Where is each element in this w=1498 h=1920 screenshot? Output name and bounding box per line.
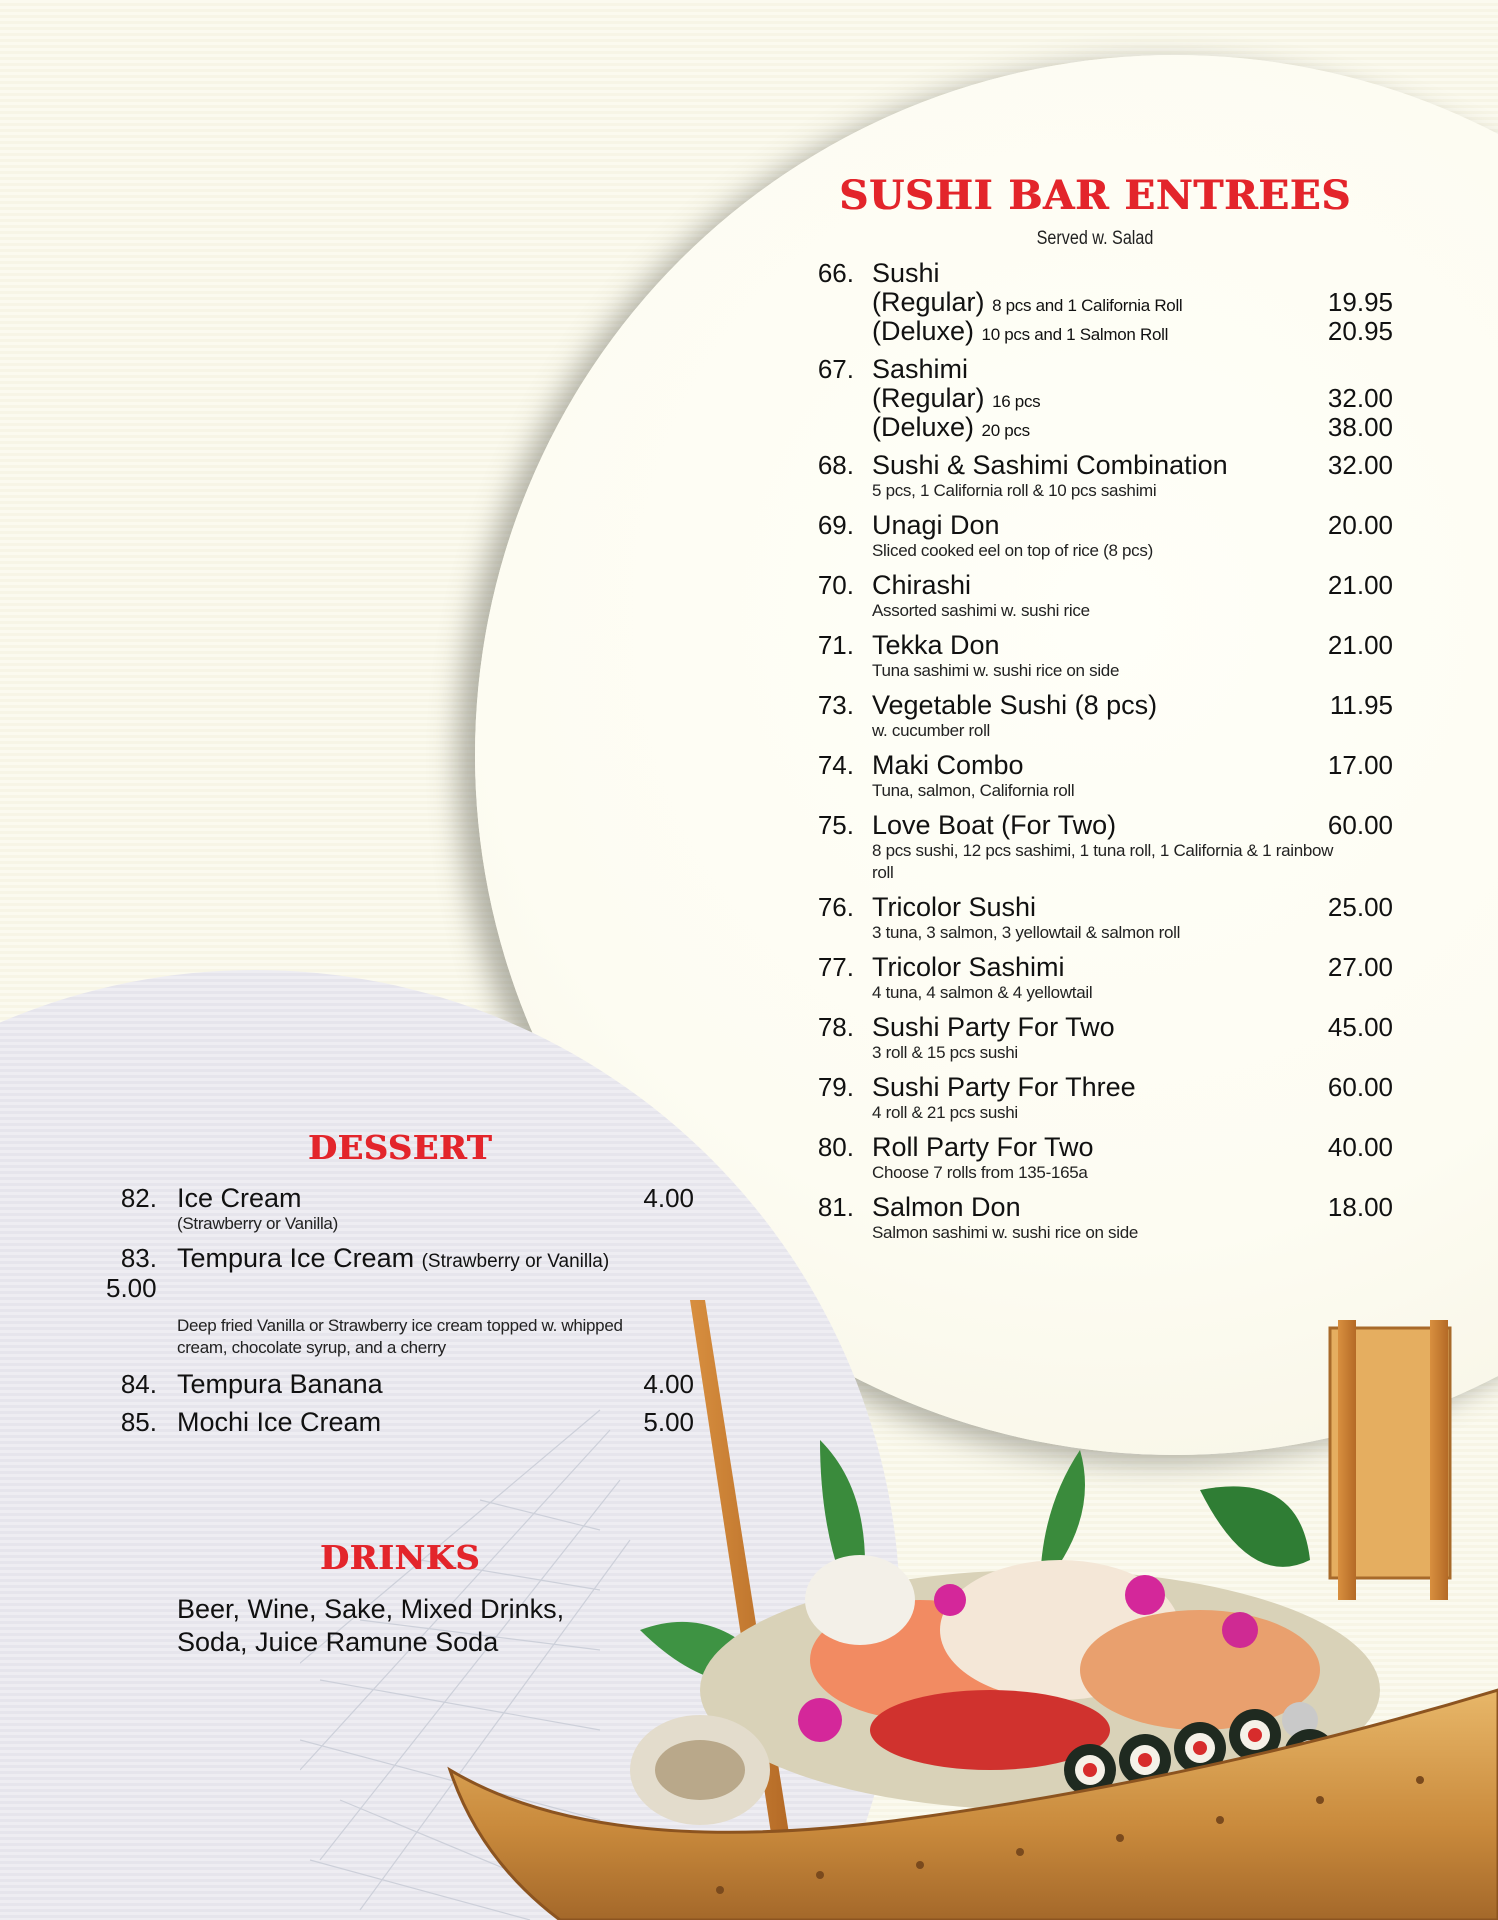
item-description: (Strawberry or Vanilla) xyxy=(177,1214,338,1233)
item-number: 74. xyxy=(817,750,854,780)
item-name: Love Boat (For Two) xyxy=(872,810,1117,840)
item-description: Deep fried Vanilla or Strawberry ice cream topped w. whipped cream, chocolate syrup, and a cherry xyxy=(177,1316,623,1357)
item-name: Sushi & Sashimi Combination xyxy=(872,450,1228,480)
item-number: 79. xyxy=(817,1072,854,1102)
drinks-title: DRINKS xyxy=(319,1538,481,1577)
item-number: 69. xyxy=(817,510,854,540)
item-number: 83. xyxy=(120,1243,157,1273)
item-name: Maki Combo xyxy=(872,750,1024,780)
item-price: 40.00 xyxy=(1327,1132,1393,1162)
item-price: 20.00 xyxy=(1327,510,1393,540)
variant-label: (Deluxe) xyxy=(872,316,975,346)
menu-item xyxy=(808,750,1393,802)
item-price: 27.00 xyxy=(1327,952,1393,982)
item-price: 17.00 xyxy=(1327,750,1393,780)
item-name: Roll Party For Two xyxy=(872,1132,1094,1162)
item-price: 5.00 xyxy=(106,1273,157,1303)
item-name: Vegetable Sushi (8 pcs) xyxy=(872,690,1158,720)
item-description: Tuna sashimi w. sushi rice on side xyxy=(872,661,1120,680)
variant-label: (Regular) xyxy=(872,287,985,317)
item-number: 67. xyxy=(817,354,854,384)
item-description: 4 roll & 21 pcs sushi xyxy=(872,1103,1018,1122)
menu-item xyxy=(110,1369,694,1399)
drinks-description xyxy=(177,1593,697,1659)
item-description: w. cucumber roll xyxy=(872,721,991,740)
item-name: Chirashi xyxy=(872,570,972,600)
item-description: 8 pcs sushi, 12 pcs sashimi, 1 tuna roll, 1 California & 1 rainbow roll xyxy=(872,841,1334,882)
item-name: Sushi Party For Three xyxy=(872,1072,1136,1102)
item-description: 4 tuna, 4 salmon & 4 yellowtail xyxy=(872,983,1093,1002)
item-name: Tempura Ice Cream xyxy=(177,1243,415,1273)
item-description: 5 pcs, 1 California roll & 10 pcs sashimi xyxy=(872,481,1157,500)
menu-item xyxy=(110,1183,694,1235)
item-number: 82. xyxy=(120,1183,157,1213)
menu-item xyxy=(808,630,1393,682)
item-number: 71. xyxy=(817,630,854,660)
item-number: 84. xyxy=(120,1369,157,1399)
item-description: Sliced cooked eel on top of rice (8 pcs) xyxy=(872,541,1153,560)
item-number: 85. xyxy=(120,1407,157,1437)
item-number: 77. xyxy=(817,952,854,982)
menu-item xyxy=(106,1243,694,1359)
sushi-bar-title: SUSHI BAR ENTREES xyxy=(838,172,1352,219)
item-name: Sushi Party For Two xyxy=(872,1012,1115,1042)
item-number: 75. xyxy=(817,810,854,840)
item-price: 18.00 xyxy=(1327,1192,1393,1222)
item-price: 4.00 xyxy=(643,1369,694,1399)
menu-item xyxy=(808,892,1393,944)
item-number: 73. xyxy=(817,690,854,720)
menu-item xyxy=(808,810,1393,884)
drinks-line: Beer, Wine, Sake, Mixed Drinks, xyxy=(177,1594,565,1624)
menu-item xyxy=(808,690,1393,742)
item-name: Sushi xyxy=(872,258,940,288)
item-name: Tricolor Sushi xyxy=(872,892,1037,922)
menu-item xyxy=(808,1192,1393,1244)
variant-label: (Deluxe) xyxy=(872,412,975,442)
item-price: 32.00 xyxy=(1327,450,1393,480)
item-price: 5.00 xyxy=(643,1407,694,1437)
item-description: Choose 7 rolls from 135-165a xyxy=(872,1163,1088,1182)
item-name: Tempura Banana xyxy=(177,1369,383,1399)
item-number: 66. xyxy=(817,258,854,288)
drinks-line: Soda, Juice Ramune Soda xyxy=(177,1627,499,1657)
item-price: 4.00 xyxy=(643,1183,694,1213)
variant-note: 20 pcs xyxy=(981,421,1030,440)
item-price: 21.00 xyxy=(1327,570,1393,600)
item-price: 25.00 xyxy=(1327,892,1393,922)
item-number: 78. xyxy=(817,1012,854,1042)
item-number: 80. xyxy=(817,1132,854,1162)
menu-item xyxy=(808,354,1393,442)
item-price: 60.00 xyxy=(1327,1072,1393,1102)
item-price: 38.00 xyxy=(1327,412,1393,442)
menu-item xyxy=(808,1012,1393,1064)
item-description: Tuna, salmon, California roll xyxy=(872,781,1075,800)
sushi-bar-list xyxy=(808,258,1393,1252)
dessert-list xyxy=(106,1183,694,1445)
item-price: 19.95 xyxy=(1327,287,1393,317)
variant-note: 8 pcs and 1 California Roll xyxy=(992,296,1183,315)
item-name: Tricolor Sashimi xyxy=(872,952,1065,982)
menu-item xyxy=(110,1407,694,1437)
variant-note: 16 pcs xyxy=(992,392,1041,411)
item-price: 32.00 xyxy=(1327,383,1393,413)
item-name: Salmon Don xyxy=(872,1192,1021,1222)
item-note: (Strawberry or Vanilla) xyxy=(421,1251,610,1272)
sushi-bar-subtitle: Served w. Salad xyxy=(1036,228,1154,249)
item-name: Mochi Ice Cream xyxy=(177,1407,382,1437)
menu-item xyxy=(808,510,1393,562)
variant-label: (Regular) xyxy=(872,383,985,413)
menu-item xyxy=(808,1072,1393,1124)
item-name: Tekka Don xyxy=(872,630,1000,660)
item-number: 81. xyxy=(817,1192,854,1222)
item-name: Ice Cream xyxy=(177,1183,302,1213)
item-price: 11.95 xyxy=(1329,690,1393,720)
item-number: 76. xyxy=(817,892,854,922)
item-number: 68. xyxy=(817,450,854,480)
variant-note: 10 pcs and 1 Salmon Roll xyxy=(981,325,1169,344)
item-price: 20.95 xyxy=(1327,316,1393,346)
item-price: 21.00 xyxy=(1327,630,1393,660)
menu-item xyxy=(808,258,1393,346)
dessert-title: DESSERT xyxy=(307,1128,493,1167)
menu-item xyxy=(808,1132,1393,1184)
menu-item xyxy=(808,450,1393,502)
item-description: Assorted sashimi w. sushi rice xyxy=(872,601,1090,620)
item-price: 60.00 xyxy=(1327,810,1393,840)
menu-item xyxy=(808,570,1393,622)
item-description: Salmon sashimi w. sushi rice on side xyxy=(872,1223,1139,1242)
item-name: Sashimi xyxy=(872,354,969,384)
item-description: 3 tuna, 3 salmon, 3 yellowtail & salmon roll xyxy=(872,923,1181,942)
item-name: Unagi Don xyxy=(872,510,1000,540)
menu-item xyxy=(808,952,1393,1004)
item-description: 3 roll & 15 pcs sushi xyxy=(872,1043,1018,1062)
item-number: 70. xyxy=(817,570,854,600)
item-price: 45.00 xyxy=(1327,1012,1393,1042)
